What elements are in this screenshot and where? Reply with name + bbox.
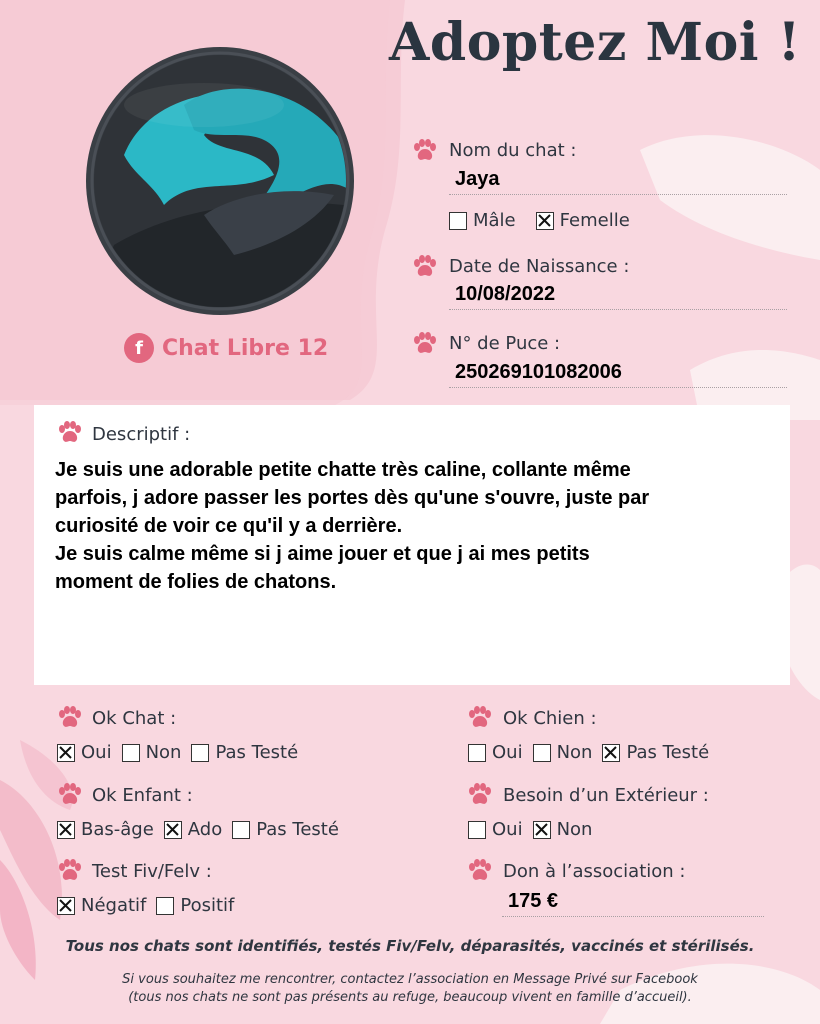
name-label: Nom du chat : [449,140,577,161]
option-label: Pas Testé [215,742,299,763]
ok-chat-option[interactable] [191,742,298,763]
sex-option-female[interactable] [536,210,630,231]
ok-chien-option[interactable] [533,742,593,763]
option-label: Non [556,742,593,763]
checkbox[interactable] [57,821,75,839]
paw-icon [56,420,82,450]
paw-icon [466,858,492,888]
checkbox[interactable] [468,821,486,839]
ok-chien-option[interactable] [602,742,709,763]
paw-icon [411,138,437,168]
checkbox[interactable] [602,744,620,762]
footer-note: Tous nos chats sont identifiés, testés Fiv/Felv, déparasités, vaccinés et stérilisés. [65,937,755,955]
ok-enfant-option[interactable] [232,819,339,840]
ok-chat-label: Ok Chat : [92,708,177,729]
ok-enfant-label: Ok Enfant : [92,785,193,806]
paw-icon [411,254,437,284]
checkbox[interactable] [57,897,75,915]
paw-icon [466,782,492,812]
footer-contact: Si vous souhaitez me rencontrer, contactez l’association en Message Privé sur Facebook (tous nos chats ne sont pas présents au refuge, beaucoup vivent en famille d’accueil). [122,972,698,1005]
name-value[interactable]: Jaya [449,168,787,195]
birth-value[interactable]: 10/08/2022 [449,283,787,310]
description-text[interactable]: Je suis une adorable petite chatte très caline, collante même parfois, j adore passer les portes dès qu'une s'ouvre, juste par curiosité de voir ce qu'il y a derrière. Je suis calme même si j aime jouer et que j ai mes petits moment de folies de chatons. [55,459,650,593]
option-label: Négatif [81,895,147,916]
fiv-label: Test Fiv/Felv : [92,861,212,882]
don-label: Don à l’association : [503,861,686,882]
checkbox[interactable] [156,897,174,915]
option-label: Positif [180,895,235,916]
birth-label: Date de Naissance : [449,256,630,277]
checkbox[interactable] [191,744,209,762]
exterieur-options [468,819,602,840]
checkbox[interactable] [533,821,551,839]
ok-chat-option[interactable] [122,742,182,763]
option-label: Oui [492,742,523,763]
cat-logo-image [84,45,356,317]
option-label: Oui [81,742,112,763]
ok-chien-label: Ok Chien : [503,708,597,729]
description-label: Descriptif : [92,424,191,445]
ok-chien-option[interactable] [468,742,523,763]
ok-enfant-options [57,819,349,840]
facebook-icon: f [124,333,154,363]
option-label: Bas-âge [81,819,154,840]
exterieur-option[interactable] [468,819,523,840]
ok-enfant-option[interactable] [164,819,222,840]
checkbox[interactable] [57,744,75,762]
option-label: Oui [492,819,523,840]
fiv-option[interactable] [57,895,146,916]
ok-chat-option[interactable] [57,742,112,763]
exterieur-option[interactable] [533,819,593,840]
checkbox[interactable] [232,821,250,839]
brand-link[interactable] [124,333,328,363]
paw-icon [56,705,82,735]
checkbox[interactable] [533,744,551,762]
checkbox[interactable] [164,821,182,839]
female-label: Femelle [559,210,630,231]
option-label: Pas Testé [626,742,710,763]
checkbox[interactable] [122,744,140,762]
paw-icon [56,782,82,812]
paw-icon [466,705,492,735]
ok-chien-options [468,742,719,763]
option-label: Ado [187,819,223,840]
female-checkbox[interactable] [536,212,554,230]
fiv-option[interactable] [156,895,234,916]
ok-enfant-option[interactable] [57,819,154,840]
page-title: Adoptez Moi ! [389,12,801,73]
option-label: Non [145,742,182,763]
don-value[interactable]: 175 € [502,890,764,917]
ok-chat-options [57,742,308,763]
brand-name: Chat Libre 12 [162,335,329,361]
chip-value[interactable]: 250269101082006 [449,361,787,388]
option-label: Non [556,819,593,840]
option-label: Pas Testé [256,819,339,840]
sex-options [449,210,640,231]
fiv-options [57,895,244,916]
sex-option-male[interactable] [449,210,516,231]
male-label: Mâle [473,210,516,231]
checkbox[interactable] [468,744,486,762]
paw-icon [411,331,437,361]
male-checkbox[interactable] [449,212,467,230]
exterieur-label: Besoin d’un Extérieur : [503,785,709,806]
paw-icon [56,858,82,888]
chip-label: N° de Puce : [449,333,561,354]
